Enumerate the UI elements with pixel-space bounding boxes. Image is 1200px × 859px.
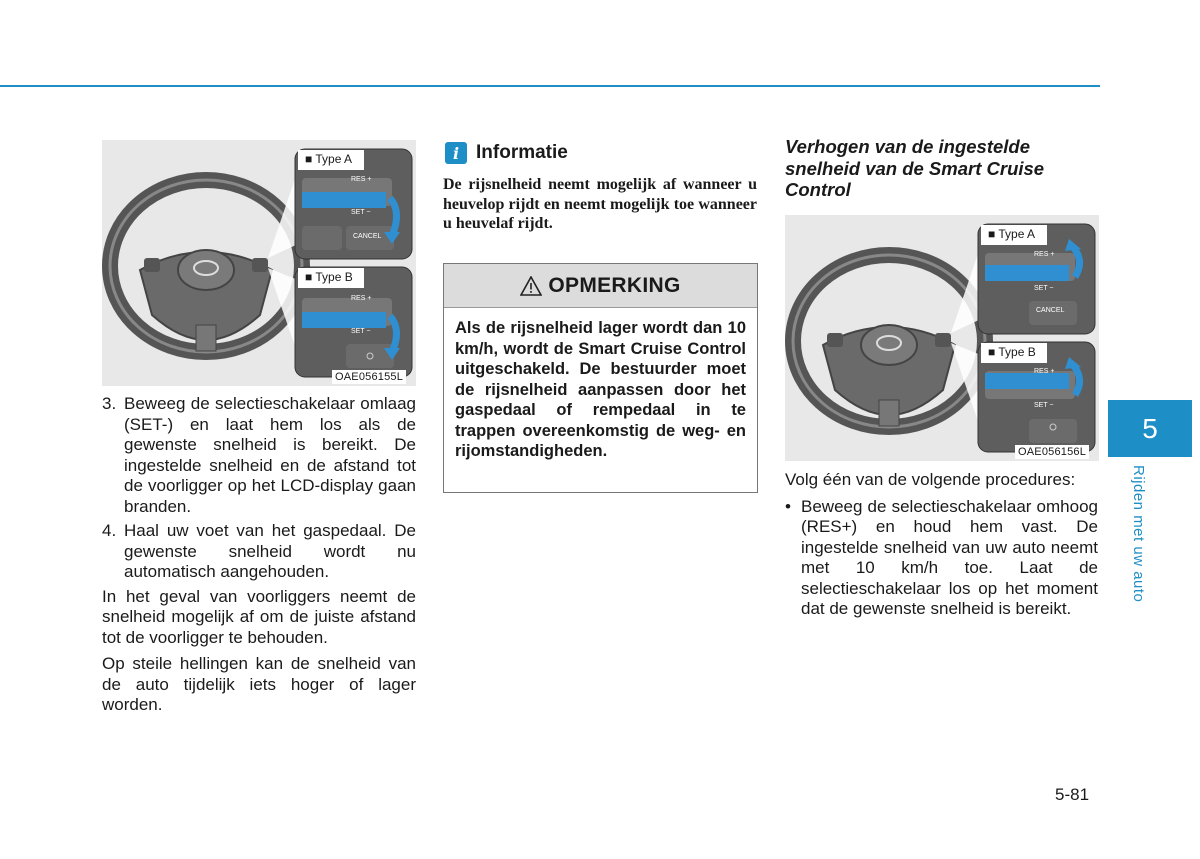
cancel-label: CANCEL: [353, 233, 382, 240]
info-icon: i: [445, 142, 467, 164]
set-minus-label: SET −: [351, 209, 371, 216]
chapter-title: Rijden met uw auto: [1130, 465, 1147, 603]
chapter-title-side: [1125, 465, 1155, 625]
set-minus-label: SET −: [1034, 285, 1054, 292]
paragraph: In het geval van voorliggers neemt de snelheid mogelijk af om de juiste afstand tot de voorligger te behouden.: [102, 586, 416, 647]
list-item-number: 4.: [102, 521, 117, 540]
res-plus-label: RES +: [1034, 251, 1055, 258]
page-number: 5-81: [1055, 785, 1090, 804]
info-heading: [445, 142, 568, 164]
figure-code: OAE056156L: [1015, 445, 1089, 459]
set-minus-label: SET −: [351, 328, 371, 335]
chapter-number-tab: 5: [1108, 400, 1192, 457]
list-item-text: Haal uw voet van het gaspedaal. De gewenste snelheid wordt nu automatisch aangehouden.: [124, 521, 416, 581]
left-column: [102, 394, 416, 722]
notice-box: [443, 263, 758, 493]
steering-wheel-illustration: [793, 255, 985, 427]
header-rule: [0, 85, 1100, 87]
cancel-label: CANCEL: [1036, 307, 1065, 314]
bullet-dot: •: [785, 496, 791, 516]
list-item-number: 3.: [102, 394, 117, 413]
warning-triangle-icon: [520, 276, 542, 296]
steering-wheel-figure-set: [785, 215, 1099, 461]
info-title: Informatie: [476, 142, 568, 163]
notice-text: Als de rijsnelheid lager wordt dan 10 km/h, wordt de Smart Cruise Control uitgeschakeld. De bestuurder moet de rijsnelheid aanpassen door het gaspedaal of rempedaal in te trappen overeenkomstig de weg- en rijomstandigheden.: [455, 319, 746, 460]
type-b-label: ■ Type B: [988, 345, 1036, 359]
right-column: [785, 470, 1098, 620]
type-a-label: ■ Type A: [988, 227, 1036, 241]
list-item: [102, 394, 416, 517]
steering-wheel-figure-set: [102, 140, 416, 386]
type-a-label: ■ Type A: [305, 152, 353, 166]
notice-header: [444, 264, 757, 308]
bullet-item: [785, 497, 1098, 620]
intro-paragraph: Volg één van de volgende procedures:: [785, 470, 1076, 489]
res-plus-label: RES +: [351, 176, 372, 183]
info-text: De rijsnelheid neemt mogelijk af wanneer u heuvelop rijdt en neemt mogelijk toe wanneer u heuvelaf rijdt.: [443, 176, 757, 232]
notice-title: OPMERKING: [548, 273, 681, 297]
figure-code: OAE056155L: [332, 370, 406, 384]
list-item-text: Beweeg de selectieschakelaar omlaag (SET-) en laat hem los als de gewenste snelheid is bereikt. De ingestelde snelheid en de afstand tot de voorligger op het LCD-display gaan branden.: [124, 394, 416, 516]
steering-wheel-illustration: [110, 180, 302, 352]
res-plus-label: RES +: [351, 295, 372, 302]
type-b-label: ■ Type B: [305, 270, 353, 284]
res-plus-label: RES +: [1034, 368, 1055, 375]
bullet-text: Beweeg de selectieschakelaar omhoog (RES+) en houd hem vast. De ingestelde snelheid van uw auto neemt met 10 km/h toe. Laat de selectieschakelaar los op het moment dat de gewenste snelheid is bereikt.: [801, 496, 1098, 618]
section-heading: Verhogen van de ingestelde snelheid van de Smart Cruise Control: [785, 136, 1045, 200]
list-item: [102, 521, 416, 583]
paragraph: Op steile hellingen kan de snelheid van de auto tijdelijk iets hoger of lager worden.: [102, 654, 416, 714]
set-minus-label: SET −: [1034, 402, 1054, 409]
